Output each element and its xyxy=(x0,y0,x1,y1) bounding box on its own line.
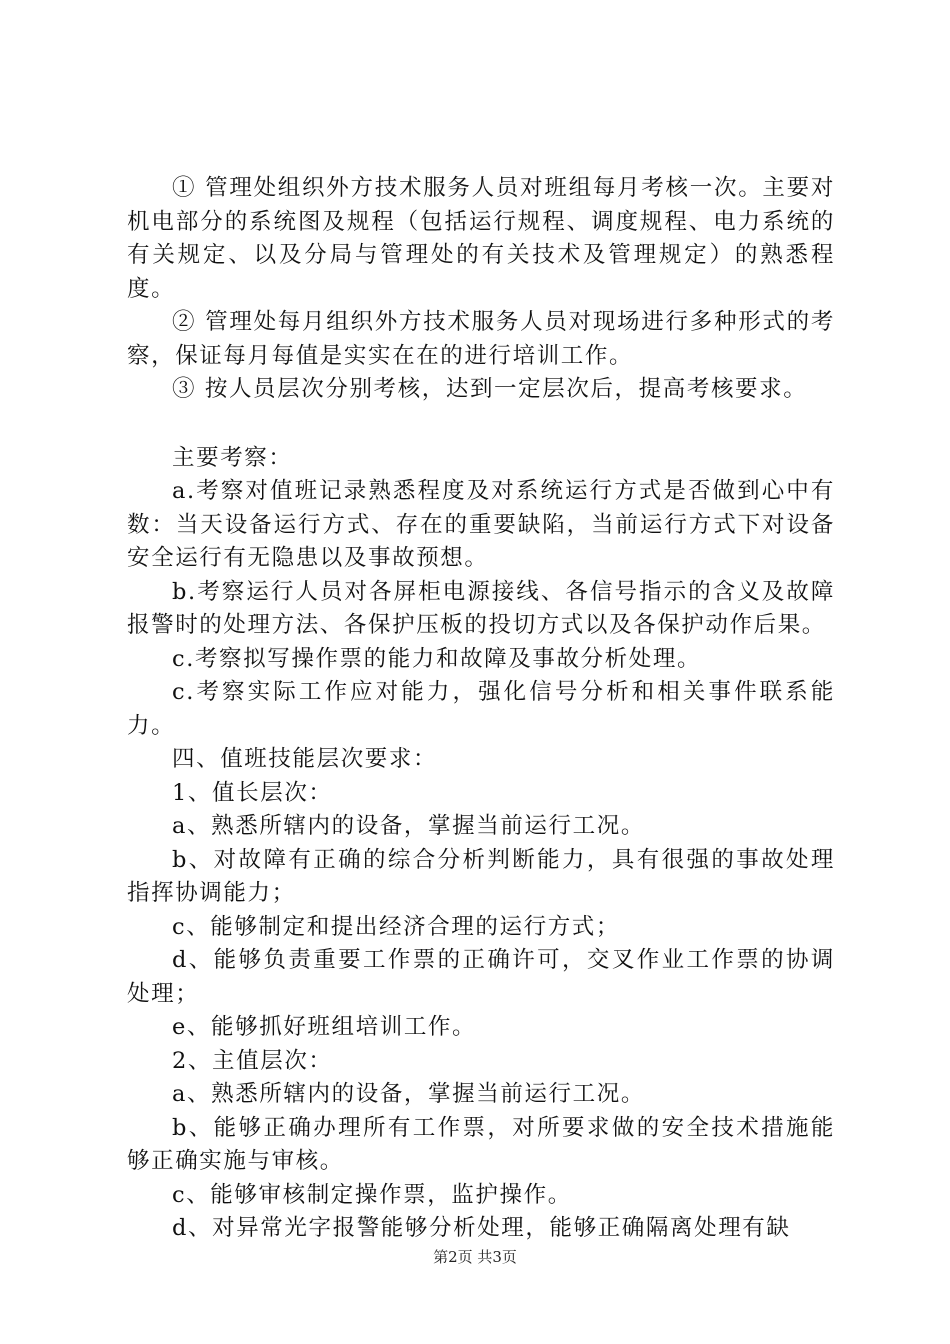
list-item-leader-c: c、能够制定和提出经济合理的运行方式； xyxy=(172,913,621,940)
paragraph-inspection-c2: c.考察实际工作应对能力，强化信号分析和相关事件联系能力。 xyxy=(127,679,835,739)
paragraph-check-item-2: ② 管理处每月组织外方技术服务人员对现场进行多种形式的考察，保证每月每值是实实在在的进行培训工作。 xyxy=(127,309,835,369)
subheading-main-operator: 2、主值层次： xyxy=(172,1047,333,1074)
paragraph-inspection-b: b.考察运行人员对各屏柜电源接线、各信号指示的含义及故障报警时的处理方法、各保护压板的投切方式以及各保护动作后果。 xyxy=(127,578,835,638)
list-item-main-c: c、能够审核制定操作票，监护操作。 xyxy=(172,1181,572,1208)
page-number-footer: 第2页 共3页 xyxy=(433,1248,517,1266)
list-item-leader-a: a、熟悉所辖内的设备，掌握当前运行工况。 xyxy=(172,813,645,839)
list-item-main-d: d、对异常光字报警能够分析处理，能够正确隔离处理有缺 xyxy=(172,1215,791,1241)
paragraph-check-item-1: ① 管理处组织外方技术服务人员对班组每月考核一次。主要对机电部分的系统图及规程（包括运行规程、调度规程、电力系统的有关规定、以及分局与管理处的有关技术及管理规定）的熟悉程度。 xyxy=(127,175,835,302)
list-item-main-b: b、能够正确办理所有工作票，对所要求做的安全技术措施能够正确实施与审核。 xyxy=(127,1114,835,1174)
list-item-leader-d: d、能够负责重要工作票的正确许可，交叉作业工作票的协调处理； xyxy=(127,947,835,1007)
section-heading-main-inspection: 主要考察： xyxy=(172,444,293,471)
document-body xyxy=(127,172,835,1246)
paragraph-inspection-a: a.考察对值班记录熟悉程度及对系统运行方式是否做到心中有数：当天设备运行方式、存在的重要缺陷，当前运行方式下对设备安全运行有无隐患以及事故预想。 xyxy=(127,478,835,571)
list-item-leader-e: e、能够抓好班组培训工作。 xyxy=(172,1014,477,1040)
subheading-shift-leader: 1、值长层次： xyxy=(172,779,333,806)
paragraph-check-item-3: ③ 按人员层次分别考核，达到一定层次后，提高考核要求。 xyxy=(172,376,808,402)
paragraph-inspection-c: c.考察拟写操作票的能力和故障及事故分析处理。 xyxy=(172,645,702,672)
section-heading-skill-levels: 四、值班技能层次要求： xyxy=(172,746,438,772)
list-item-leader-b: b、对故障有正确的综合分析判断能力，具有很强的事故处理指挥协调能力； xyxy=(127,846,835,906)
list-item-main-a: a、熟悉所辖内的设备，掌握当前运行工况。 xyxy=(172,1081,645,1107)
